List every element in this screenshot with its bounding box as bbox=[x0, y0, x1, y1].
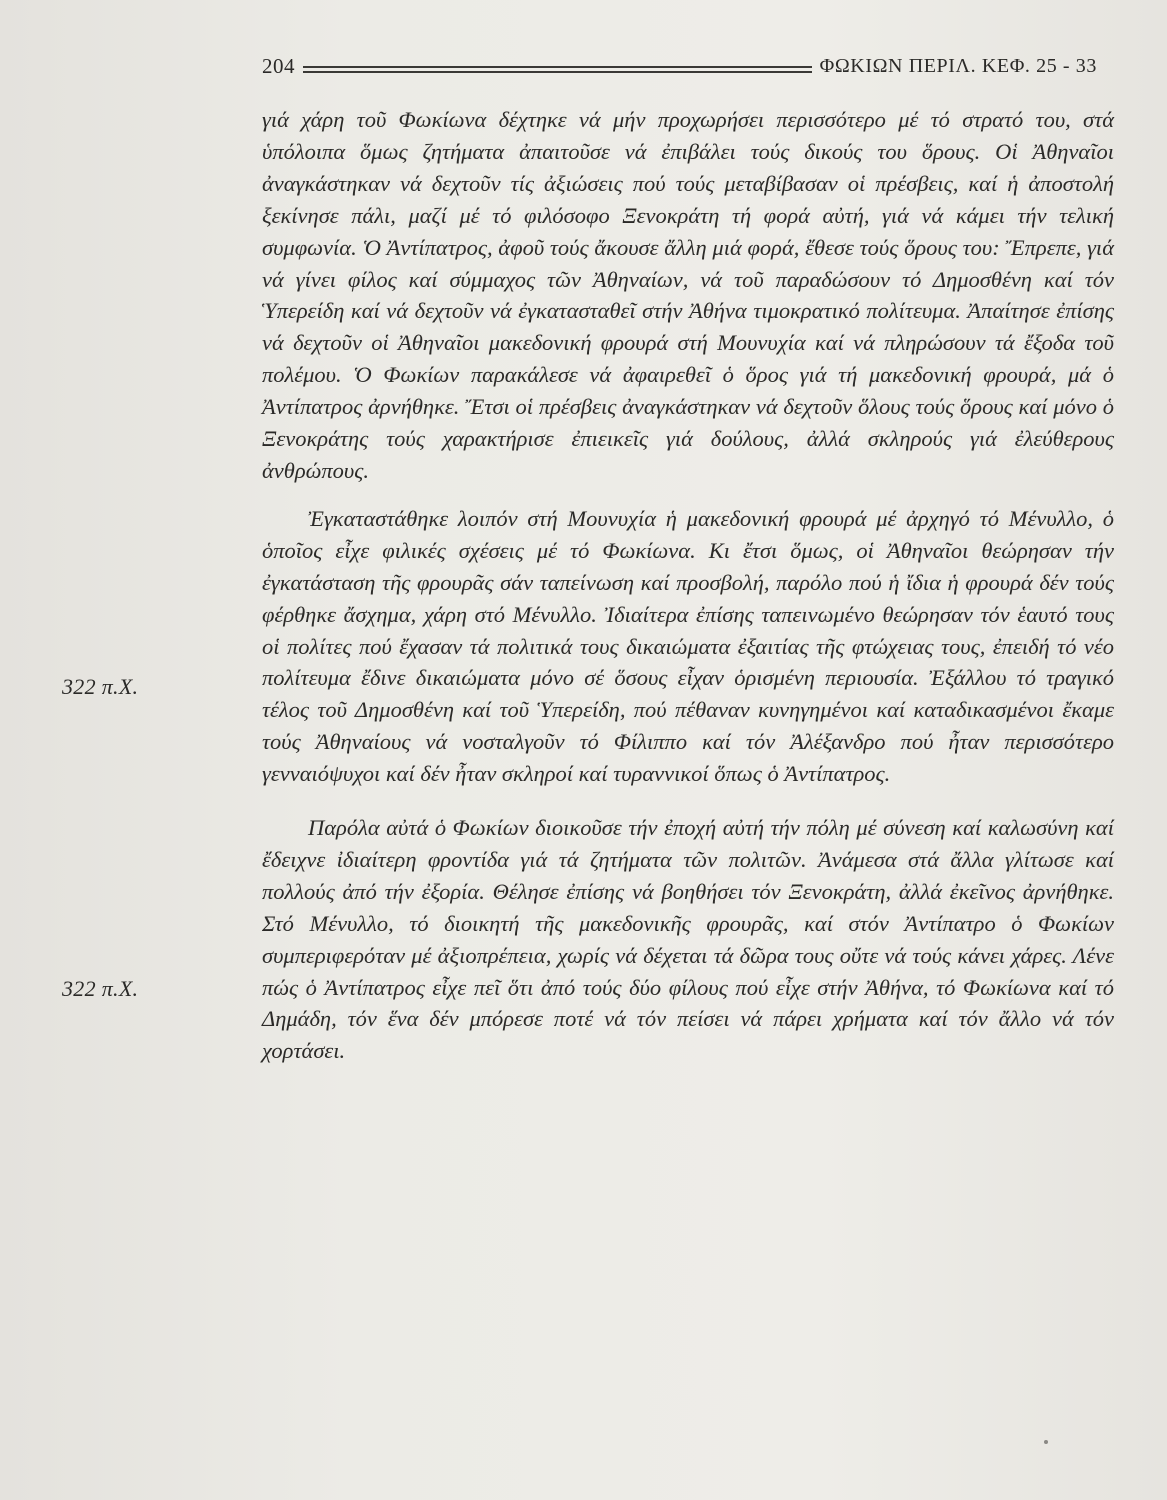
running-head: ΦΩΚΙΩΝ ΠΕΡΙΛ. ΚΕΦ. 25 - 33 bbox=[819, 54, 1097, 77]
page-header bbox=[262, 46, 1097, 86]
paragraph: Παρόλα αὐτά ὁ Φωκίων διοικοῦσε τήν ἐποχή αὐτή τήν πόλη μέ σύνεση καί καλωσύνη καί ἔδειχνε ἰδιαίτερη φροντίδα γιά τά ζητήματα τῶν πολιτῶν. Ἀνάμεσα στά ἄλλα γλίτωσε καί πολλούς ἀπό τήν ἐξορία. Θέλησε ἐπίσης νά βοηθήσει τόν Ξενοκράτη, ἀλλά ἐκεῖνος ἀρνήθηκε. Στό Μένυλλο, τό διοικητή τῆς μακεδονικῆς φρουρᾶς, καί στόν Ἀντίπατρο ὁ Φωκίων συμπεριφερόταν μέ ἀξιοπρέπεια, χωρίς νά δέχεται τά δῶρα τους οὔτε νά τούς κάνει χάρες. Λένε πώς ὁ Ἀντίπατρος εἶχε πεῖ ὅτι ἀπό τούς δύο φίλους πού εἶχε στήν Ἀθήνα, τό Φωκίωνα καί τό Δημάδη, τόν ἕνα δέν μπόρεσε ποτέ νά τόν πείσει νά πάρει χρήματα καί τόν ἄλλο νά τόν χορτάσει. bbox=[262, 815, 1114, 1064]
page-number: 204 bbox=[262, 53, 295, 78]
paragraph: Ἐγκαταστάθηκε λοιπόν στή Μουνυχία ἡ μακεδονική φρουρά μέ ἀρχηγό τό Μένυλλο, ὁ ὁποῖος εἶχε φιλικές σχέσεις μέ τό Φωκίωνα. Κι ἔτσι ὅμως, οἱ Ἀθηναῖοι θεώρησαν τήν ἐγκατάσταση τῆς φρουρᾶς σάν ταπείνωση καί προσβολή, παρόλο πού ἡ ἴδια ἡ φρουρά δέν τούς φέρθηκε ἄσχημα, χάρη στό Μένυλλο. Ἰδιαίτερα ἐπίσης ταπεινωμένο θεώρησαν τόν ἑαυτό τους οἱ πολίτες πού ἔχασαν τά πολιτικά τους δικαιώματα ἐξαιτίας τῆς φτώχειας τους, ἐπειδή τό νέο πολίτευμα ἔδινε δικαιώματα μόνο σέ ὅσους εἶχαν ὁρισμένη περιουσία. Ἐξάλλου τό τραγικό τέλος τοῦ Δημοσθένη καί τοῦ Ὑπερείδη, πού πέθαναν κυνηγημένοι καί καταδικασμένοι ἔκαμε τούς Ἀθηναίους νά νοσταλγοῦν τό Φίλιππο καί τόν Ἀλέξανδρο πού ἦταν περισσότερο γενναιόψυχοι καί δέν ἦταν σκληροί καί τυραννικοί ὅπως ὁ Ἀντίπατρος. bbox=[262, 505, 1114, 787]
paragraph: γιά χάρη τοῦ Φωκίωνα δέχτηκε νά μήν προχωρήσει περισσότερο μέ τό στρατό του, στά ὑπόλοιπα ὅμως ζητήματα ἀπαιτοῦσε νά ἐπιβάλει τούς δικούς του ὅρους. Οἱ Ἀθηναῖοι ἀναγκάστηκαν νά δεχτοῦν τίς ἀξιώσεις πού τούς μεταβίβασαν οἱ πρέσβεις, καί ἡ ἀποστολή ξεκίνησε πάλι, μαζί μέ τό φιλόσοφο Ξενοκράτη τή φορά αὐτή, γιά νά κάμει τήν τελική συμφωνία. Ὁ Ἀντίπατρος, ἀφοῦ τούς ἄκουσε ἄλλη μιά φορά, ἔθεσε τούς ὅρους του: Ἔπρεπε, γιά νά γίνει φίλος καί σύμμαχος τῶν Ἀθηναίων, νά τοῦ παραδώσουν τό Δημοσθένη καί τόν Ὑπερείδη καί νά δεχτοῦν νά ἐγκατασταθεῖ στήν Ἀθήνα τιμοκρατικό πολίτευμα. Ἀπαίτησε ἐπίσης νά δεχτοῦν οἱ Ἀθηναῖοι μακεδονική φρουρά στή Μουνυχία καί νά πληρώσουν τά ἔξοδα τοῦ πολέμου. Ὁ Φωκίων παρακάλεσε νά ἀφαιρεθεῖ ὁ ὅρος γιά τή μακεδονική φρουρά, μά ὁ Ἀντίπατρος ἀρνήθηκε. Ἔτσι οἱ πρέσβεις ἀναγκάστηκαν νά δεχτοῦν ὅλους τούς ὅρους καί μόνο ὁ Ξενοκράτης τούς χαρακτήρισε ἐπιεικεῖς γιά δούλους, ἀλλά σκληρούς γιά ἐλεύθερους ἀνθρώπους. bbox=[262, 107, 1114, 483]
header-double-rule bbox=[303, 66, 812, 73]
margin-note-date: 322 π.Χ. bbox=[62, 976, 139, 1001]
body-text bbox=[262, 104, 1114, 1067]
paper-speck bbox=[1044, 1440, 1048, 1444]
margin-note-date: 322 π.Χ. bbox=[62, 674, 139, 699]
